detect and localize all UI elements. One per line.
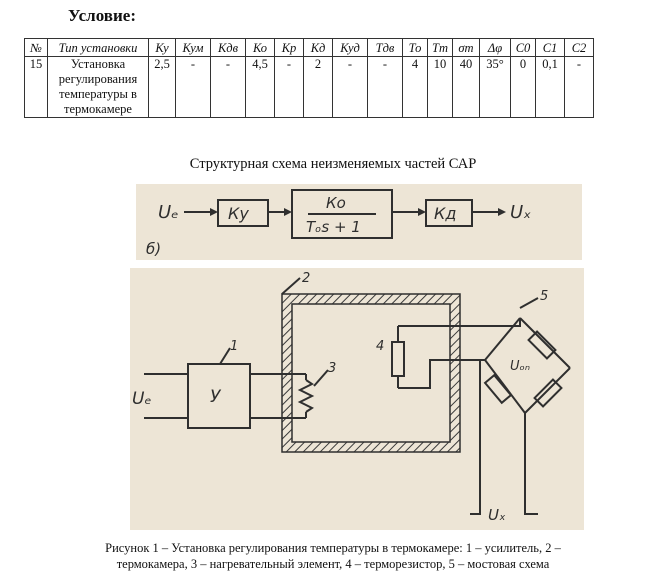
col-header: Δφ xyxy=(480,39,511,57)
col-header: Ко xyxy=(246,39,275,57)
cell: 40 xyxy=(453,57,480,118)
col-header: № xyxy=(25,39,48,57)
cell: 0 xyxy=(511,57,536,118)
cell: - xyxy=(368,57,403,118)
bridge-resistor xyxy=(529,332,556,359)
col-header: С1 xyxy=(536,39,565,57)
col-header: Куд xyxy=(333,39,368,57)
col-header: Тип установки xyxy=(48,39,149,57)
cell-name: Установка регулирования температуры в термокамере xyxy=(48,57,149,118)
cell: 4,5 xyxy=(246,57,275,118)
cell: - xyxy=(211,57,246,118)
amplifier-label: У xyxy=(210,387,221,407)
cell: 35° xyxy=(480,57,511,118)
input-label: Uₑ xyxy=(158,202,179,223)
col-header: Кр xyxy=(275,39,304,57)
block-diagram-image xyxy=(136,184,582,260)
label-2: 2 xyxy=(302,271,311,286)
table-row xyxy=(25,57,594,118)
schema-title: Структурная схема неизменяемых частей САР xyxy=(189,156,477,172)
bridge-resistor xyxy=(485,375,511,403)
cell: 0,1 xyxy=(536,57,565,118)
arrow-icon xyxy=(498,208,506,216)
cell: 10 xyxy=(428,57,453,118)
caption-line-1: Рисунок 1 – Установка регулирования температуры в термокамере: 1 – усилитель, 2 – xyxy=(105,541,561,555)
block-diagram-svg xyxy=(136,184,582,260)
plant-numerator: Ко xyxy=(326,194,346,212)
arrow-icon xyxy=(418,208,426,216)
bridge-voltage-label: Uₒₙ xyxy=(510,359,531,374)
plant-denominator: Тₒs + 1 xyxy=(306,218,361,236)
table-header-row xyxy=(25,39,594,57)
arrow-icon xyxy=(284,208,292,216)
cell: - xyxy=(176,57,211,118)
bridge-resistor xyxy=(535,380,562,407)
col-header: Тт xyxy=(428,39,453,57)
amplifier-label: Ку xyxy=(228,204,249,223)
col-header: Тдв xyxy=(368,39,403,57)
cell: 4 xyxy=(403,57,428,118)
label-3: 3 xyxy=(328,361,337,376)
diagram-letter: б) xyxy=(146,240,162,258)
label-5: 5 xyxy=(540,289,549,304)
col-header: С2 xyxy=(565,39,594,57)
caption-line-2: термокамера, 3 – нагревательный элемент, 4 – терморезистор, 5 – мостовая схема xyxy=(116,557,550,571)
cell: - xyxy=(333,57,368,118)
col-header: То xyxy=(403,39,428,57)
input-label: Uₑ xyxy=(132,389,152,409)
cell: - xyxy=(275,57,304,118)
output-label: Uₓ xyxy=(488,506,506,524)
circuit-svg xyxy=(130,268,584,530)
col-header: Кдв xyxy=(211,39,246,57)
label-4: 4 xyxy=(376,339,385,354)
col-header: Кум xyxy=(176,39,211,57)
cell: - xyxy=(565,57,594,118)
output-label: Uₓ xyxy=(510,202,532,223)
cell: 2 xyxy=(304,57,333,118)
parameters-table xyxy=(24,38,594,118)
col-header: σт xyxy=(453,39,480,57)
col-header: С0 xyxy=(511,39,536,57)
condition-heading: Условие: xyxy=(68,6,136,25)
label-1: 1 xyxy=(230,339,239,354)
col-header: Ку xyxy=(149,39,176,57)
arrow-icon xyxy=(210,208,218,216)
figure-caption xyxy=(0,540,666,572)
sensor-label: Кд xyxy=(434,204,457,223)
cell: 2,5 xyxy=(149,57,176,118)
circuit-image xyxy=(130,268,584,530)
cell-num: 15 xyxy=(25,57,48,118)
col-header: Кд xyxy=(304,39,333,57)
